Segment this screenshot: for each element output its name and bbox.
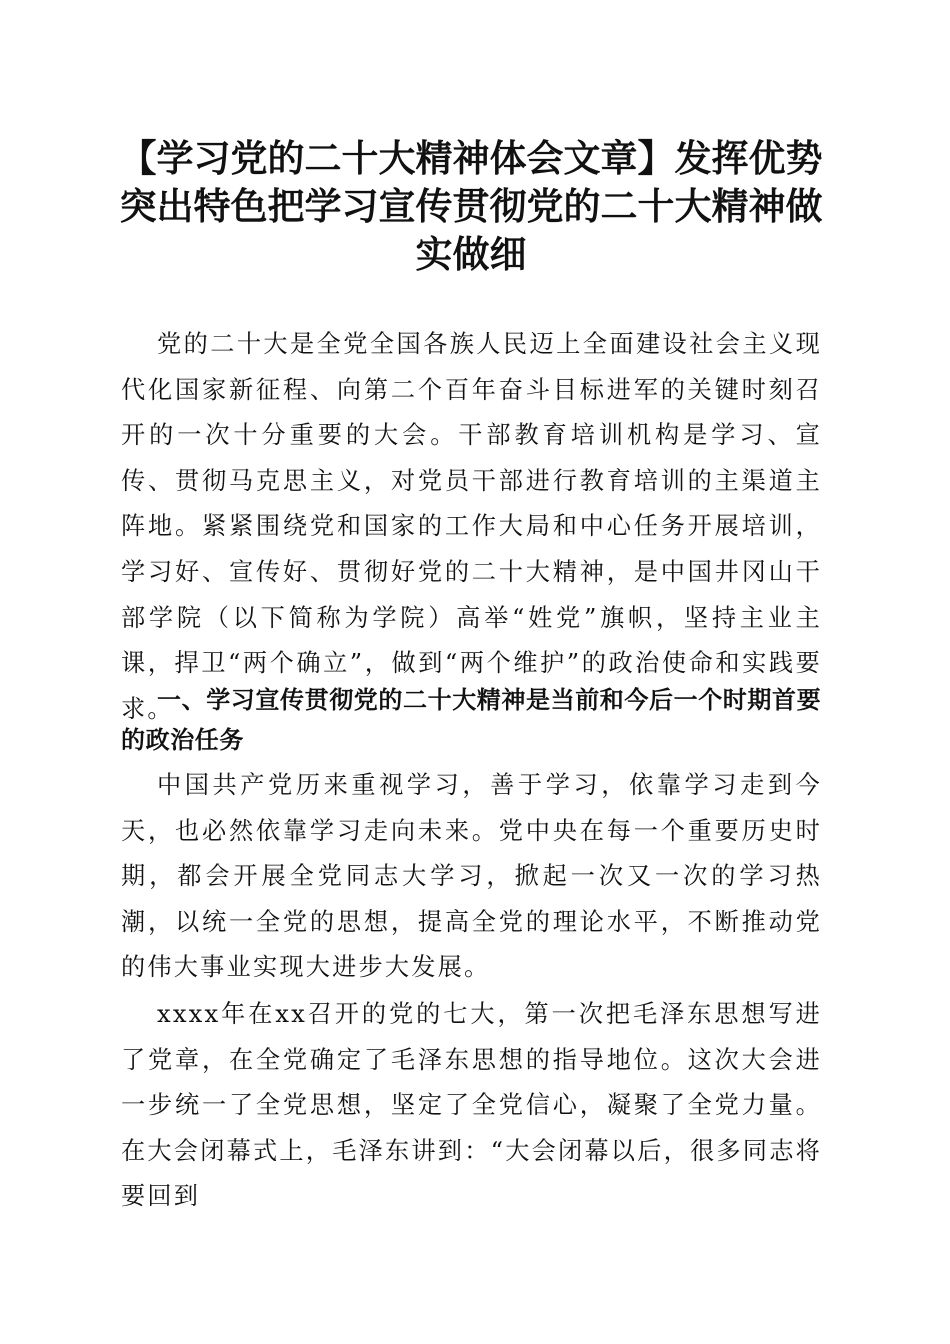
- intro-paragraph: 党的二十大是全党全国各族人民迈上全面建设社会主义现代化国家新征程、向第二个百年奋斗目标进军的关键时刻召开的一次十分重要的大会。干部教育培训机构是学习、宣传、贯彻马克思主义，对党员干部进行教育培训的主渠道主阵地。紧紧围绕党和国家的工作大局和中心任务开展培训，学习好、宣传好、贯彻好党的二十大精神，是中国井冈山干部学院（以下简称为学院）高举“姓党”旗帜，坚持主业主课，捍卫“两个确立”，做到“两个维护”的政治使命和实践要求。: [121, 330, 822, 723]
- body-paragraph: 中国共产党历来重视学习，善于学习，依靠学习走到今天，也必然依靠学习走向未来。党中央在每一个重要历史时期，都会开展全党同志大学习，掀起一次又一次的学习热潮，以统一全党的思想，提高全党的理论水平，不断推动党的伟大事业实现大进步大发展。: [121, 771, 822, 982]
- body-paragraph: xxxx年在xx召开的党的七大，第一次把毛泽东思想写进了党章，在全党确定了毛泽东思想的指导地位。这次大会进一步统一了全党思想，坚定了全党信心，凝聚了全党力量。在大会闭幕式上，毛泽东讲到：“大会闭幕以后，很多同志将要回到: [121, 1000, 822, 1211]
- document-title: 【学习党的二十大精神体会文章】发挥优势突出特色把学习宣传贯彻党的二十大精神做实做细: [119, 136, 823, 276]
- section-heading: 一、学习宣传贯彻党的二十大精神是当前和今后一个时期首要的政治任务: [121, 686, 822, 754]
